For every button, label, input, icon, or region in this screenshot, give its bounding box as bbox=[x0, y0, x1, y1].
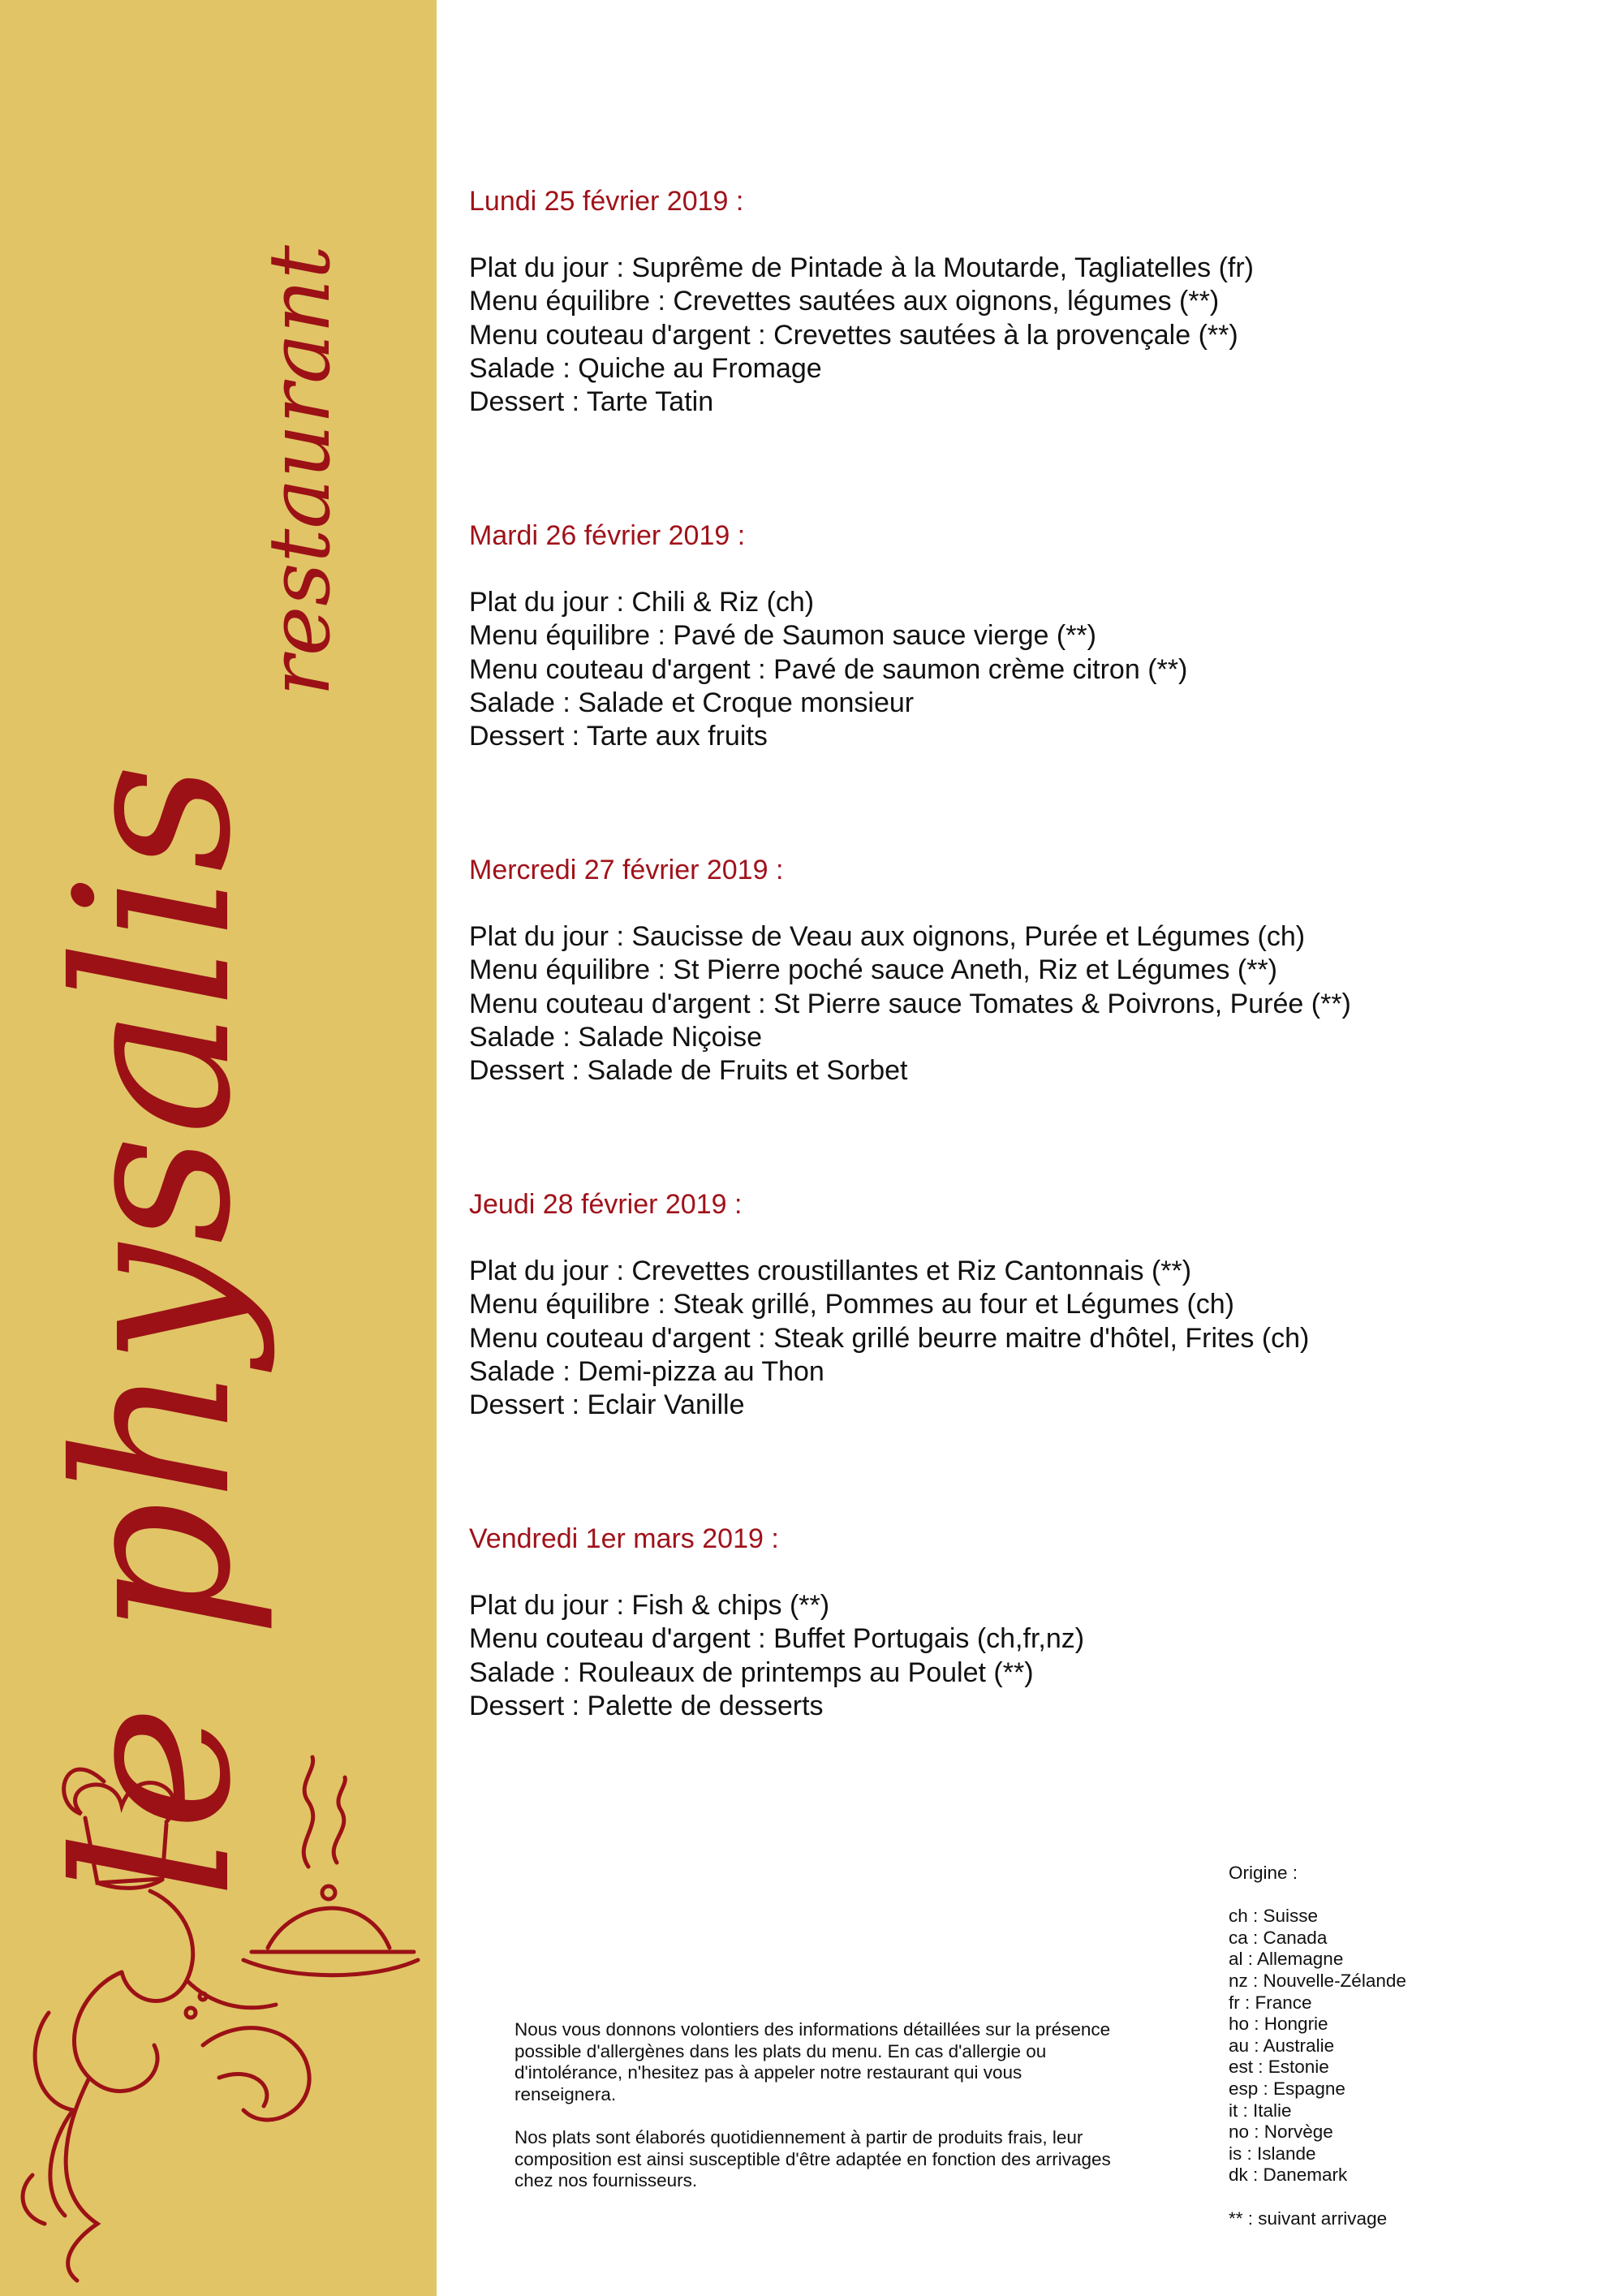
dish-line: Salade : Salade Niçoise bbox=[469, 1021, 763, 1053]
spacer bbox=[1229, 1885, 1602, 1906]
origin-entry: no : Norvège bbox=[1229, 2122, 1333, 2143]
freshness-paragraph: Nos plats sont élaborés quotidiennement à partir de produits frais, leur composition est ainsi susceptible d'être adaptée en fonction des arrivages chez nos fournisseurs. bbox=[514, 2126, 1111, 2191]
day-section-friday bbox=[469, 1523, 1589, 1857]
day-title: Vendredi 1er mars 2019 : bbox=[469, 1523, 779, 1554]
dish-line: Salade : Quiche au Fromage bbox=[469, 352, 822, 384]
day-title: Jeudi 28 février 2019 : bbox=[469, 1189, 743, 1220]
origin-entry: ho : Hongrie bbox=[1229, 2014, 1328, 2035]
dish-line: Menu couteau d'argent : Buffet Portugais (ch,fr,nz) bbox=[469, 1623, 1085, 1655]
dish-line: Menu équilibre : Steak grillé, Pommes au four et Légumes (ch) bbox=[469, 1289, 1235, 1320]
dish-line: Salade : Rouleaux de printemps au Poulet (**) bbox=[469, 1656, 1034, 1688]
origin-title: Origine : bbox=[1229, 1863, 1298, 1883]
dish-line: Dessert : Tarte aux fruits bbox=[469, 721, 768, 752]
origin-entry: nz : Nouvelle-Zélande bbox=[1229, 1970, 1406, 1991]
dish-line: Dessert : Eclair Vanille bbox=[469, 1389, 745, 1421]
origin-entry: esp : Espagne bbox=[1229, 2078, 1345, 2099]
dish-line: Plat du jour : Chili & Riz (ch) bbox=[469, 587, 815, 618]
origin-legend bbox=[1229, 1863, 1602, 2229]
day-section-monday bbox=[469, 185, 1589, 519]
origin-entry: ch : Suisse bbox=[1229, 1906, 1319, 1927]
dish-line: Menu équilibre : Pavé de Saumon sauce vierge (**) bbox=[469, 620, 1096, 652]
allergen-note bbox=[514, 2019, 1115, 2213]
dish-line: Menu équilibre : St Pierre poché sauce Aneth, Riz et Légumes (**) bbox=[469, 954, 1277, 986]
allergen-paragraph: Nous vous donnons volontiers des informations détaillées sur la présence possible d'allergènes dans les plats du menu. En cas d'allergie ou d'intolérance, n'hesitez pas à appeler notre restaurant qui vous renseignera. bbox=[514, 2019, 1111, 2104]
dish-line: Menu équilibre : Crevettes sautées aux oignons, légumes (**) bbox=[469, 286, 1220, 317]
brand-artwork bbox=[0, 0, 437, 2296]
brand-subtitle: restaurant bbox=[250, 245, 349, 696]
dish-line: Salade : Demi-pizza au Thon bbox=[469, 1355, 824, 1387]
dish-line: Dessert : Salade de Fruits et Sorbet bbox=[469, 1055, 908, 1087]
spacer bbox=[1229, 2186, 1602, 2208]
day-title: Lundi 25 février 2019 : bbox=[469, 186, 744, 217]
origin-entry: dk : Danemark bbox=[1229, 2165, 1348, 2186]
origin-entry: is : Islande bbox=[1229, 2143, 1316, 2164]
dish-line: Menu couteau d'argent : St Pierre sauce Tomates & Poivrons, Purée (**) bbox=[469, 988, 1351, 1019]
brand-sidebar bbox=[0, 0, 437, 2296]
weekly-menu bbox=[469, 185, 1589, 1857]
day-section-tuesday bbox=[469, 519, 1589, 854]
dish-line: Plat du jour : Saucisse de Veau aux oignons, Purée et Légumes (ch) bbox=[469, 921, 1306, 952]
day-section-wednesday bbox=[469, 854, 1589, 1188]
dish-line: Plat du jour : Suprême de Pintade à la Moutarde, Tagliatelles (fr) bbox=[469, 252, 1255, 283]
origin-entry: al : Allemagne bbox=[1229, 1949, 1344, 1970]
origin-footnote: ** : suivant arrivage bbox=[1229, 2208, 1388, 2229]
day-title: Mercredi 27 février 2019 : bbox=[469, 855, 784, 885]
origin-entry: fr : France bbox=[1229, 1992, 1312, 2013]
dish-line: Salade : Salade et Croque monsieur bbox=[469, 687, 915, 718]
origin-entry: est : Estonie bbox=[1229, 2057, 1329, 2078]
dish-line: Plat du jour : Crevettes croustillantes et Riz Cantonnais (**) bbox=[469, 1256, 1192, 1286]
day-title: Mardi 26 février 2019 : bbox=[469, 520, 746, 551]
origin-entry: it : Italie bbox=[1229, 2100, 1292, 2121]
dish-line: Menu couteau d'argent : Pavé de saumon crème citron (**) bbox=[469, 653, 1188, 685]
dish-line: Dessert : Tarte Tatin bbox=[469, 386, 714, 418]
dish-line: Menu couteau d'argent : Crevettes sautées à la provençale (**) bbox=[469, 319, 1238, 351]
origin-entry: au : Australie bbox=[1229, 2035, 1335, 2056]
day-section-thursday bbox=[469, 1188, 1589, 1523]
dish-line: Menu couteau d'argent : Steak grillé beurre maitre d'hôtel, Frites (ch) bbox=[469, 1322, 1310, 1354]
origin-entry: ca : Canada bbox=[1229, 1927, 1328, 1948]
dish-line: Dessert : Palette de desserts bbox=[469, 1690, 824, 1721]
dish-line: Plat du jour : Fish & chips (**) bbox=[469, 1590, 830, 1621]
brand-name: le physalis bbox=[30, 763, 278, 1899]
